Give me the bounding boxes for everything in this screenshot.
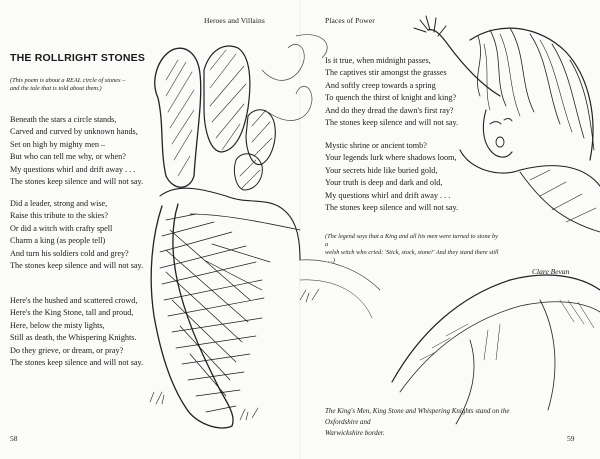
poem-line: My questions whirl and drift away . . . (10, 164, 136, 174)
poem-line: Charm a king (as people tell) (10, 236, 106, 246)
poem-line: Carved and curved by unknown hands, (10, 127, 138, 137)
poem-line: Or did a witch with crafty spell (10, 223, 113, 233)
page-number-right: 59 (567, 434, 575, 443)
poem-line: And softly creep towards a spring (325, 80, 436, 90)
poem-line: The stones keep silence and will not say. (325, 118, 459, 128)
poem-line: Here's the hushed and scattered crowd, (10, 296, 138, 305)
poem-line: Beneath the stars a circle stands, (10, 115, 117, 124)
stanza-1 (10, 114, 143, 188)
poem-line: The stones keep silence and will not say. (325, 203, 459, 213)
stanza-2 (10, 198, 143, 272)
poem-line: Still as death, the Whispering Knights. (10, 333, 137, 343)
stanza-3 (10, 295, 143, 369)
poem-line: Set on high by mighty men – (10, 139, 106, 149)
poem-line: And turn his soldiers cold and grey? (10, 248, 129, 258)
poem-line: To quench the thirst of knight and king? (325, 93, 457, 103)
poem-line: Do they grieve, or dream, or pray? (10, 345, 124, 355)
stones-illustration (150, 46, 319, 428)
poem-line: The stones keep silence and will not say. (10, 177, 144, 187)
poem-line: Your truth is deep and dark and old, (325, 178, 443, 188)
poem-line: The captives stir amongst the grasses (325, 68, 447, 78)
poem-line: The stones keep silence and will not say. (10, 358, 144, 368)
legend-note: (The legend says that a King and all his men were turned to stone by a welsh witch who cried: 'Stick, stock, stone!' And they stand there still . . .) (325, 233, 499, 264)
poem-line: And do they dread the dawn's first ray? (325, 105, 454, 115)
gutter (299, 0, 301, 459)
poem-title: THE ROLLRIGHT STONES (10, 52, 146, 64)
poem-line: My questions whirl and drift away . . . (325, 190, 451, 200)
poem-line: The stones keep silence and will not say. (10, 261, 144, 271)
poem-line: Your secrets hide like buried gold, (325, 165, 438, 175)
page-number-left: 58 (10, 434, 18, 443)
poem-line: Here's the King Stone, tall and proud, (10, 308, 134, 318)
poem-line: Here, below the misty lights, (10, 320, 105, 330)
intro-note: (This poem is about a REAL circle of stones – and the tale that is told about them.) (10, 77, 126, 92)
poem-line: Your legends lurk where shadows loom, (325, 153, 457, 163)
author-credit: Clare Bevan (532, 267, 570, 276)
poem-line: Raise this tribute to the skies? (10, 211, 109, 221)
poem-line: Mystic shrine or ancient tomb? (325, 141, 427, 150)
poem-line: Is it true, when midnight passes, (325, 56, 431, 65)
stanza-4 (325, 55, 458, 129)
running-head-left: Heroes and Villains (204, 16, 265, 25)
running-head-right: Places of Power (325, 16, 375, 25)
stanza-5 (325, 140, 458, 214)
swirl-lines (262, 35, 327, 121)
illustration-caption: The King's Men, King Stone and Whispering Knights stand on the Oxfordshire and Warwickshire border. (325, 407, 510, 437)
poem-line: Did a leader, strong and wise, (10, 199, 108, 208)
poem-line: But who can tell me why, or when? (10, 152, 126, 162)
